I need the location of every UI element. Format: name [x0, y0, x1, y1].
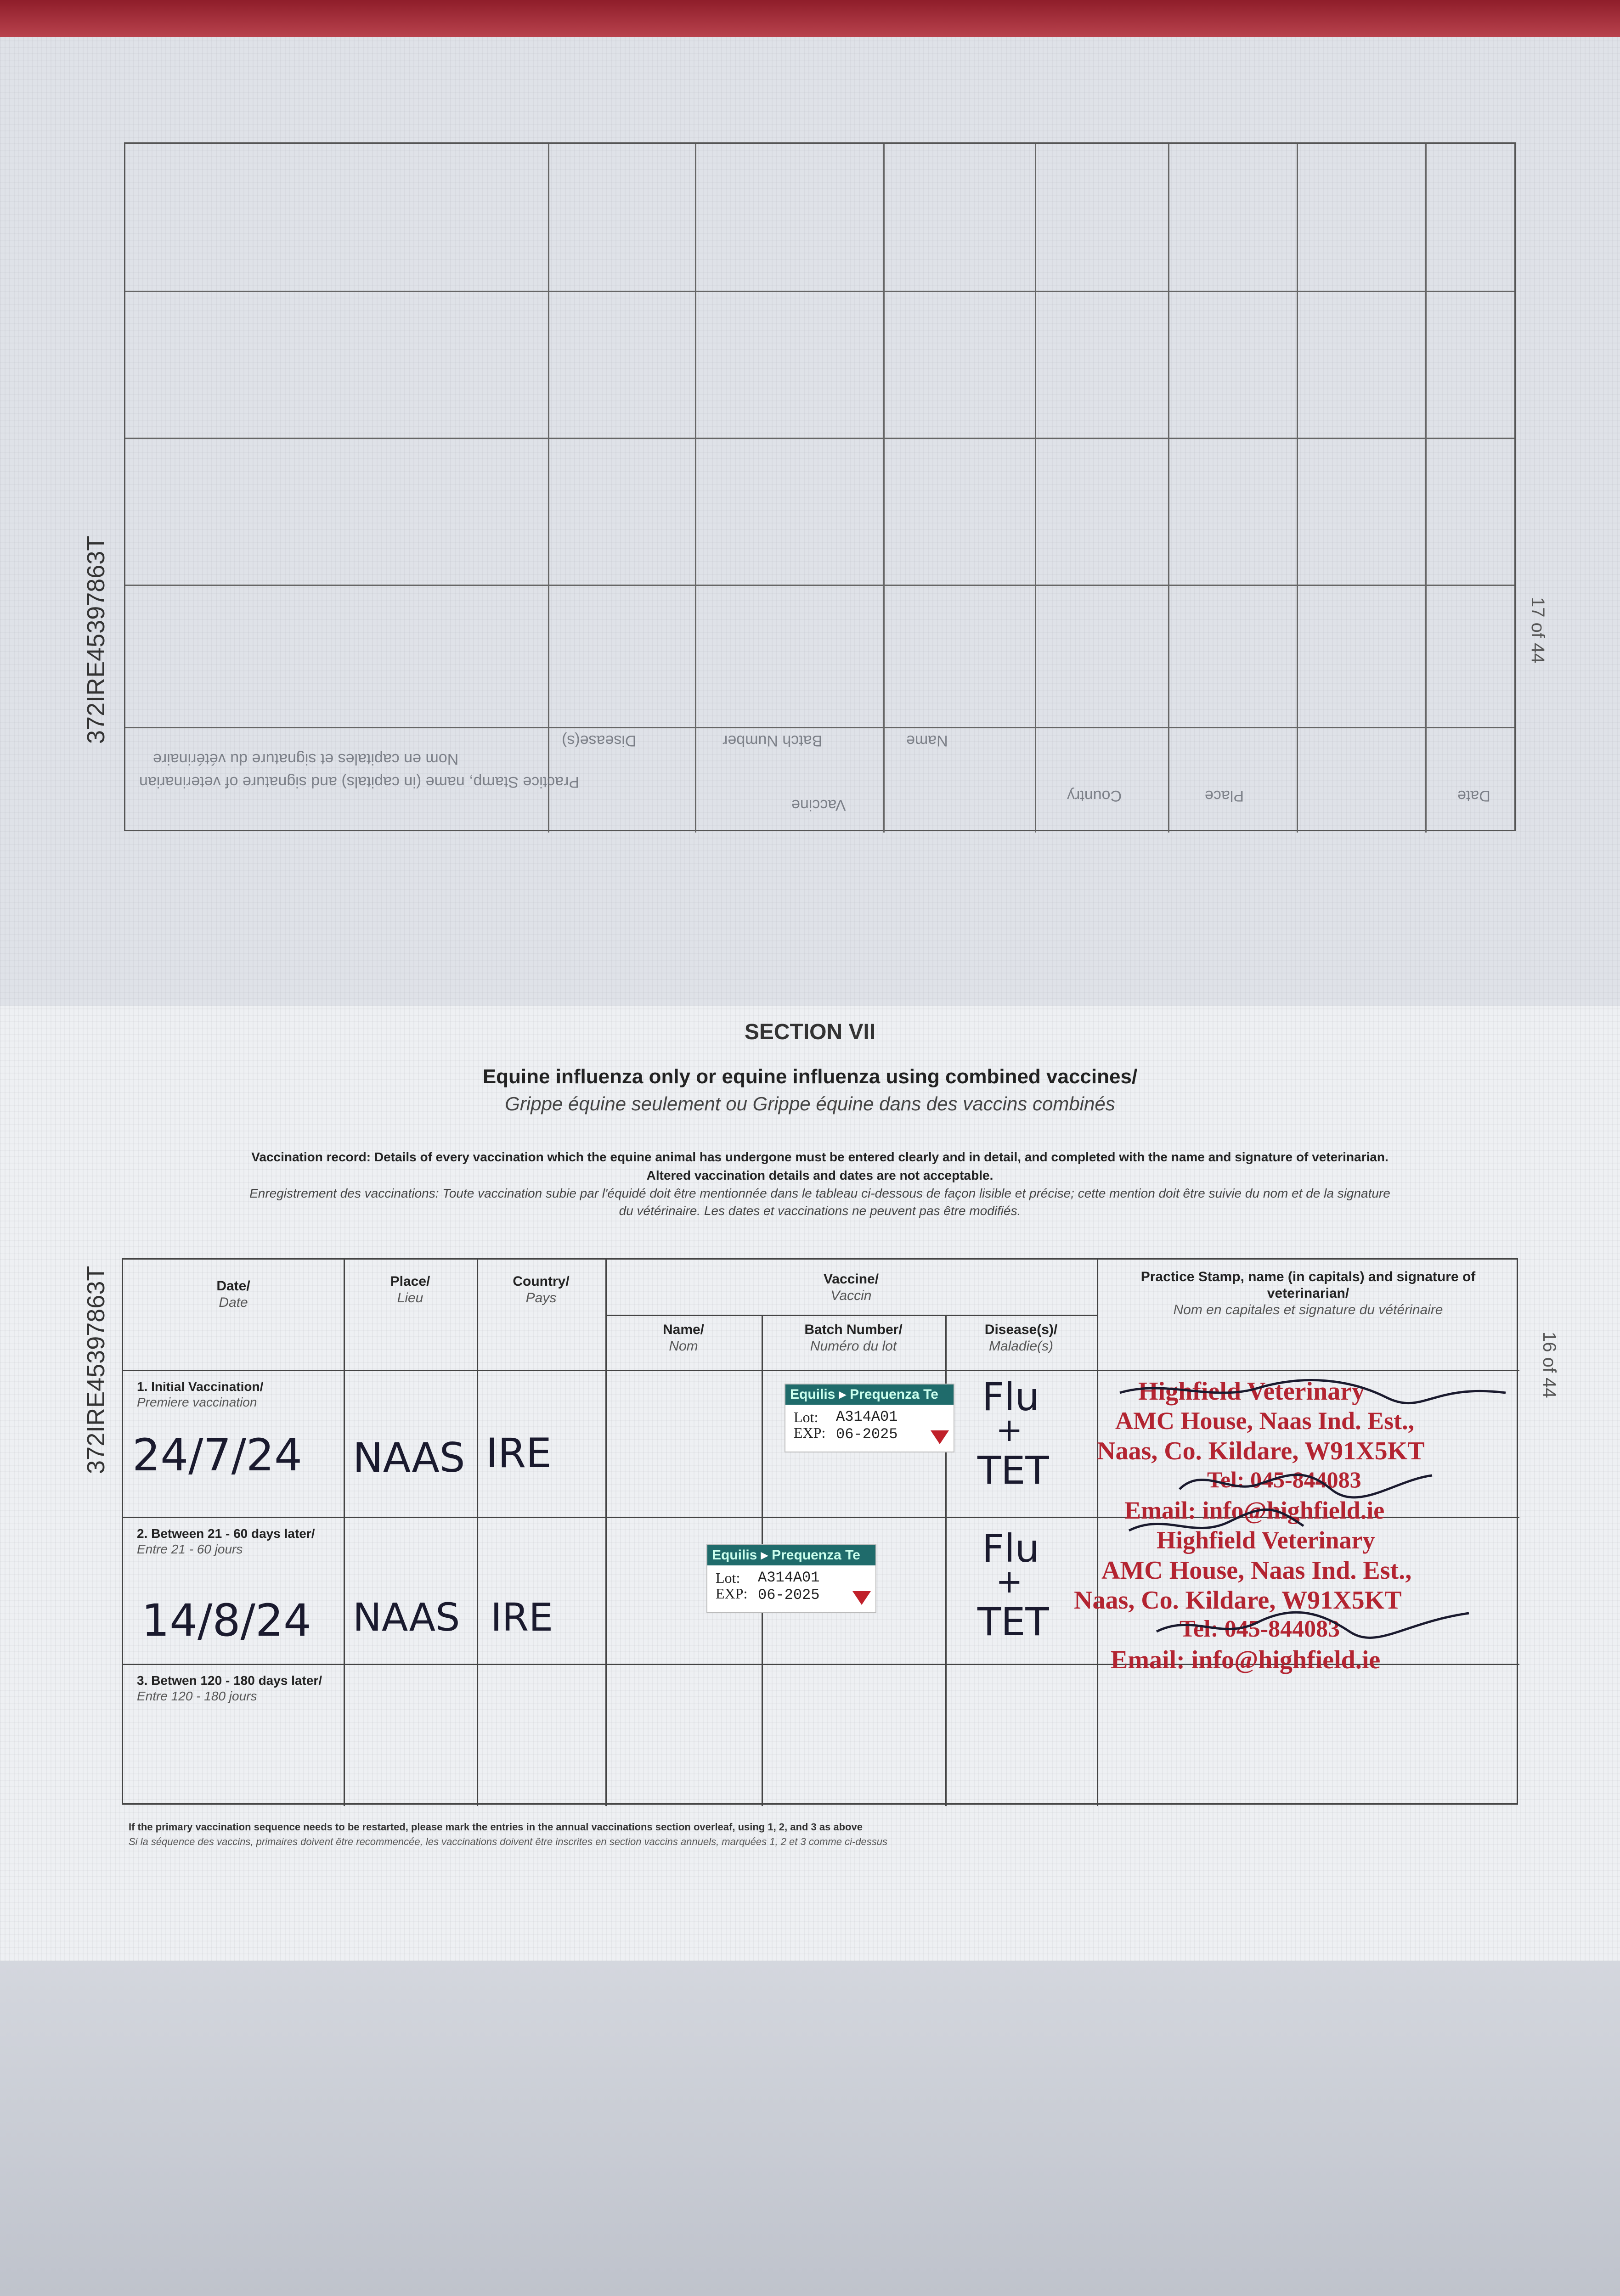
section-heading: Equine influenza only or equine influenza using combined vaccines/: [482, 1065, 1138, 1088]
row1-disease-1: Flu: [982, 1374, 1039, 1419]
stamp-1-line-3: Naas, Co. Kildare, W91X5KT: [1097, 1437, 1425, 1465]
row1-disease-3: TET: [977, 1448, 1049, 1493]
row2-place: NAAS: [353, 1595, 460, 1640]
row2-country: IRE: [491, 1595, 553, 1640]
stamp-2-line-5: Email: info@highfield.ie: [1111, 1646, 1381, 1674]
upper-vaccination-table: [124, 142, 1516, 831]
intro-fr-line-2: du vétérinaire. Les dates et vaccinations ne peuvent pas être modifiés.: [619, 1204, 1021, 1218]
stamp-2-line-4: Tel: 045-844083: [1180, 1616, 1340, 1642]
sticker-2-lot: A314A01: [758, 1569, 820, 1586]
sticker-1-exp: 06-2025: [836, 1426, 898, 1443]
stamp-2-line-3: Naas, Co. Kildare, W91X5KT: [1074, 1586, 1402, 1615]
stamp-1-line-4: Tel: 045-844083: [1207, 1467, 1361, 1492]
row2-disease-3: TET: [977, 1599, 1049, 1644]
row2-date: 14/8/24: [141, 1595, 312, 1646]
section-title: SECTION VII: [744, 1020, 876, 1044]
binding-edge: [0, 0, 1620, 37]
upper-header-country: Country: [1067, 787, 1122, 805]
row1-date: 24/7/24: [132, 1429, 303, 1481]
stamp-1-line-1: Highfield Veterinary: [1138, 1377, 1365, 1406]
intro-text: [124, 1148, 1516, 1185]
col-date: Date/ Date: [216, 1278, 250, 1310]
row1-country: IRE: [486, 1429, 552, 1477]
upper-header-stamp: Practice Stamp, name (in capitals) and signature of veterinarian: [139, 773, 580, 791]
scanner-background: [0, 1961, 1620, 2296]
upper-header-date: Date: [1457, 787, 1490, 805]
row2-disease-2: +: [996, 1563, 1023, 1600]
sticker-1-brand: Equilis: [790, 1387, 835, 1402]
col-disease: Disease(s)/ Maladie(s): [984, 1322, 1058, 1354]
upper-header-vaccine: Vaccine: [791, 796, 846, 814]
upper-header-batch: Batch Number: [723, 732, 823, 749]
col-name: Name/ Nom: [662, 1322, 705, 1354]
section-heading-fr: Grippe équine seulement ou Grippe équine dans des vaccins combinés: [505, 1093, 1115, 1114]
upper-header-place: Place: [1205, 787, 1244, 805]
page-number: 16 of 44: [1539, 1332, 1559, 1398]
upper-header-name: Name: [906, 732, 948, 749]
upper-header-disease: Disease(s): [562, 732, 637, 749]
vaccine-sticker-1: Equilis ▸ Prequenza Te Lot: EXP: A314A01 06-2025: [785, 1384, 954, 1452]
sticker-2-brand: Equilis: [712, 1548, 757, 1563]
sticker-1-product: Prequenza Te: [850, 1387, 938, 1402]
vaccine-sticker-2: Equilis ▸ Prequenza Te Lot: EXP: A314A01 06-2025: [706, 1544, 876, 1613]
sticker-2-exp: 06-2025: [758, 1587, 820, 1604]
row1-place: NAAS: [353, 1434, 465, 1481]
upper-page-number: 17 of 44: [1528, 597, 1548, 664]
row1-disease-2: +: [996, 1411, 1023, 1449]
row-label-initial: 1. Initial Vaccination/ Premiere vaccination: [137, 1379, 264, 1409]
stamp-1-line-5: Email: info@highfield.ie: [1124, 1497, 1385, 1524]
footnote: If the primary vaccination sequence needs to be restarted, please mark the entries in the annual vaccinations section overleaf, using 1, 2, and 3 as above: [129, 1821, 863, 1833]
intro-fr-line-1: Enregistrement des vaccinations: Toute vaccination subie par l'équidé doit être mentionnée dans le tableau ci-dessous de façon lisible et précise; cette mention doit être suivie du nom et de la signature: [249, 1186, 1390, 1200]
row-label-second: 2. Between 21 - 60 days later/ Entre 21 - 60 jours: [137, 1526, 315, 1556]
col-batch: Batch Number/ Numéro du lot: [804, 1322, 903, 1354]
veterinarian-signature: [1111, 1374, 1515, 1668]
stamp-1-line-2: AMC House, Naas Ind. Est.,: [1115, 1407, 1415, 1435]
intro-line-1: Vaccination record: Details of every vaccination which the equine animal has undergone must be entered clearly and in detail, and completed with the name and signature of veterinarian.: [251, 1150, 1389, 1164]
sticker-1-lot: A314A01: [836, 1408, 898, 1425]
sticker-2-product: Prequenza Te: [772, 1548, 860, 1563]
col-stamp: Practice Stamp, name (in capitals) and signature of veterinarian/ Nom en capitales et signature du vétérinaire: [1140, 1269, 1476, 1317]
vaccination-table: [122, 1258, 1518, 1805]
col-vaccine: Vaccine/ Vaccin: [823, 1272, 879, 1303]
passport-id-upper: 372IRE45397863T: [82, 535, 110, 744]
intro-line-2: Altered vaccination details and dates are not acceptable.: [646, 1168, 993, 1182]
stamp-2-line-2: AMC House, Naas Ind. Est.,: [1101, 1556, 1412, 1585]
stamp-2-line-1: Highfield Veterinary: [1157, 1526, 1375, 1554]
col-country: Country/ Pays: [513, 1274, 570, 1306]
row-label-third: 3. Betwen 120 - 180 days later/ Entre 120 - 180 jours: [137, 1673, 322, 1703]
intro-text-fr: [124, 1185, 1516, 1220]
passport-id-lower: 372IRE45397863T: [82, 1266, 110, 1474]
footnote-fr: Si la séquence des vaccins, primaires doivent être recommencée, les vaccinations doivent être inscrites en section vaccins annuels, marquées 1, 2 et 3 comme ci-dessus: [129, 1836, 888, 1847]
col-place: Place/ Lieu: [390, 1274, 430, 1306]
row2-disease-1: Flu: [982, 1526, 1039, 1571]
upper-header-stamp-fr: Nom en capitales et signature du vétérinaire: [153, 750, 459, 768]
